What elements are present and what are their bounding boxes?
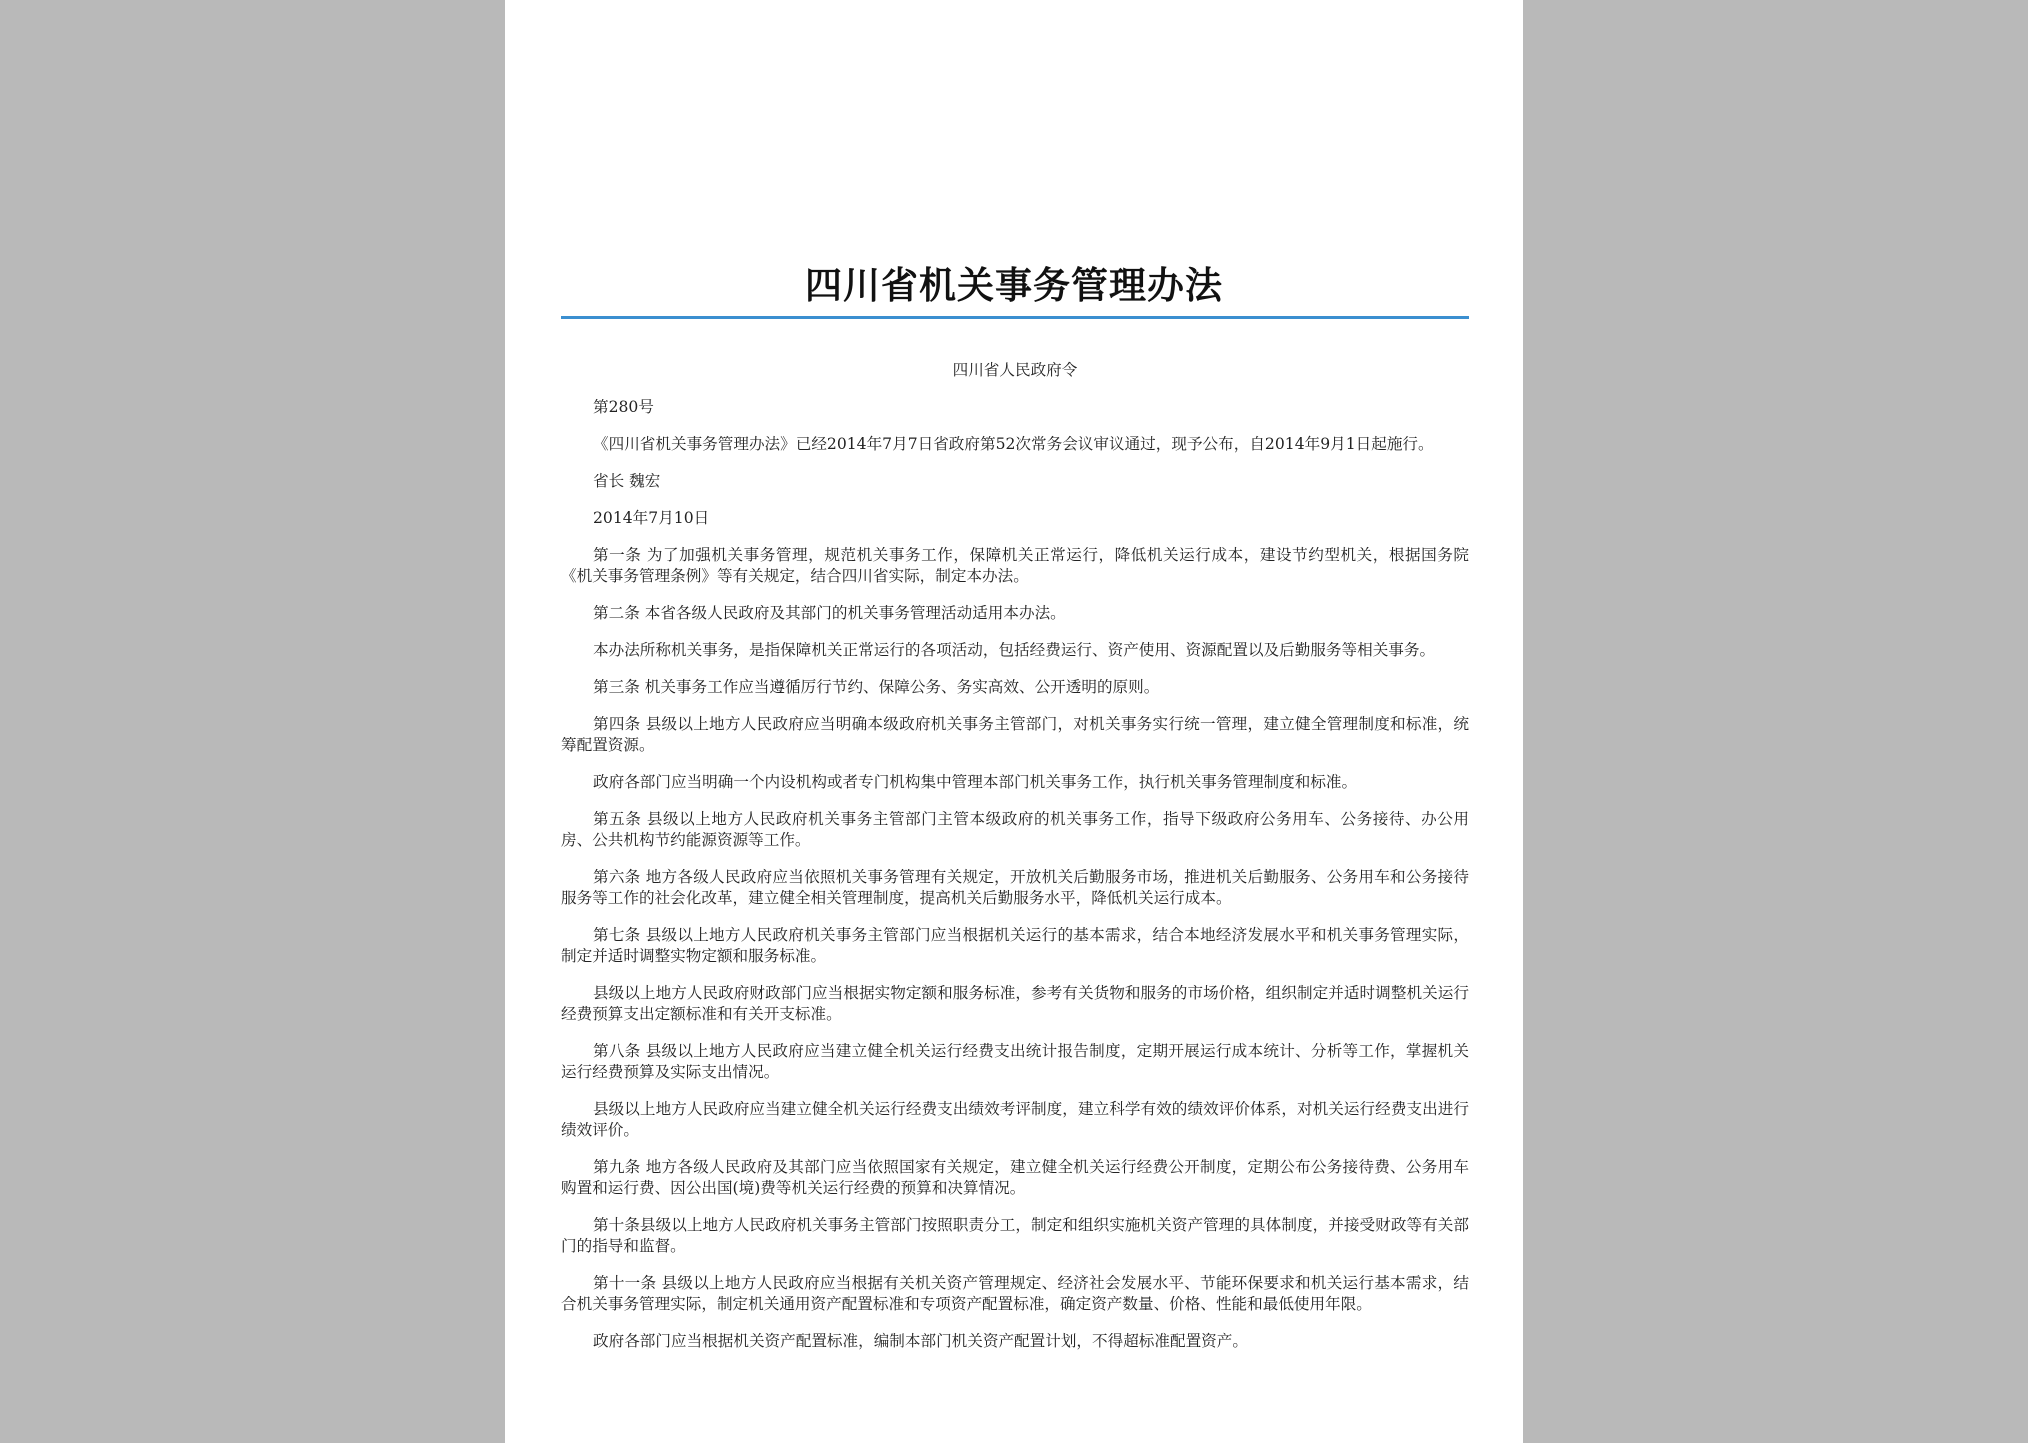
paragraph: 第三条 机关事务工作应当遵循厉行节约、保障公务、务实高效、公开透明的原则。 (593, 678, 1160, 696)
document-title: 四川省机关事务管理办法 (805, 264, 1223, 307)
paragraph: 第五条 县级以上地方人民政府机关事务主管部门主管本级政府的机关事务工作，指导下级政府公务用车、公务接待、办公用房、公共机构节约能源资源等工作。 (561, 810, 1469, 849)
paragraph: 县级以上地方人民政府财政部门应当根据实物定额和服务标准，参考有关货物和服务的市场价格，组织制定并适时调整机关运行经费预算支出定额标准和有关开支标准。 (561, 984, 1469, 1023)
order-number: 第280号 (593, 398, 654, 416)
signatory: 省长 魏宏 (593, 472, 661, 490)
paragraph: 政府各部门应当明确一个内设机构或者专门机构集中管理本部门机关事务工作，执行机关事务管理制度和标准。 (593, 773, 1358, 791)
paragraph: 第十一条 县级以上地方人民政府应当根据有关机关资产管理规定、经济社会发展水平、节能环保要求和机关运行基本需求，结合机关事务管理实际，制定机关通用资产配置标准和专项资产配置标准，确定资产数量、价格、性能和最低使用年限。 (561, 1274, 1469, 1313)
paragraph: 第四条 县级以上地方人民政府应当明确本级政府机关事务主管部门，对机关事务实行统一管理，建立健全管理制度和标准，统筹配置资源。 (561, 715, 1469, 754)
paragraph: 政府各部门应当根据机关资产配置标准，编制本部门机关资产配置计划，不得超标准配置资产。 (593, 1332, 1248, 1350)
issue-date: 2014年7月10日 (593, 509, 710, 527)
paragraph: 本办法所称机关事务，是指保障机关正常运行的各项活动，包括经费运行、资产使用、资源配置以及后勤服务等相关事务。 (593, 641, 1436, 659)
document-page (505, 0, 1523, 1443)
paragraph: 县级以上地方人民政府应当建立健全机关运行经费支出绩效考评制度，建立科学有效的绩效评价体系，对机关运行经费支出进行绩效评价。 (561, 1100, 1469, 1139)
announcement: 《四川省机关事务管理办法》已经2014年7月7日省政府第52次常务会议审议通过，现予公布，自2014年9月1日起施行。 (593, 435, 1434, 453)
paragraph: 第六条 地方各级人民政府应当依照机关事务管理有关规定，开放机关后勤服务市场，推进机关后勤服务、公务用车和公务接待服务等工作的社会化改革，建立健全相关管理制度，提高机关后勤服务水平，降低机关运行成本。 (561, 868, 1469, 907)
title-divider (561, 316, 1469, 319)
paragraph: 第十条县级以上地方人民政府机关事务主管部门按照职责分工，制定和组织实施机关资产管理的具体制度，并接受财政等有关部门的指导和监督。 (561, 1216, 1469, 1255)
paragraph: 第二条 本省各级人民政府及其部门的机关事务管理活动适用本办法。 (593, 604, 1066, 622)
document-body (561, 360, 1469, 1352)
issuer-line: 四川省人民政府令 (952, 361, 1078, 379)
paragraph: 第九条 地方各级人民政府及其部门应当依照国家有关规定，建立健全机关运行经费公开制度，定期公布公务接待费、公务用车购置和运行费、因公出国(境)费等机关运行经费的预算和决算情况。 (561, 1158, 1469, 1197)
paragraph: 第七条 县级以上地方人民政府机关事务主管部门应当根据机关运行的基本需求，结合本地经济发展水平和机关事务管理实际，制定并适时调整实物定额和服务标准。 (561, 926, 1469, 965)
paragraph: 第一条 为了加强机关事务管理，规范机关事务工作，保障机关正常运行，降低机关运行成本，建设节约型机关，根据国务院《机关事务管理条例》等有关规定，结合四川省实际，制定本办法。 (561, 546, 1469, 585)
paragraph: 第八条 县级以上地方人民政府应当建立健全机关运行经费支出统计报告制度，定期开展运行成本统计、分析等工作，掌握机关运行经费预算及实际支出情况。 (561, 1042, 1469, 1081)
